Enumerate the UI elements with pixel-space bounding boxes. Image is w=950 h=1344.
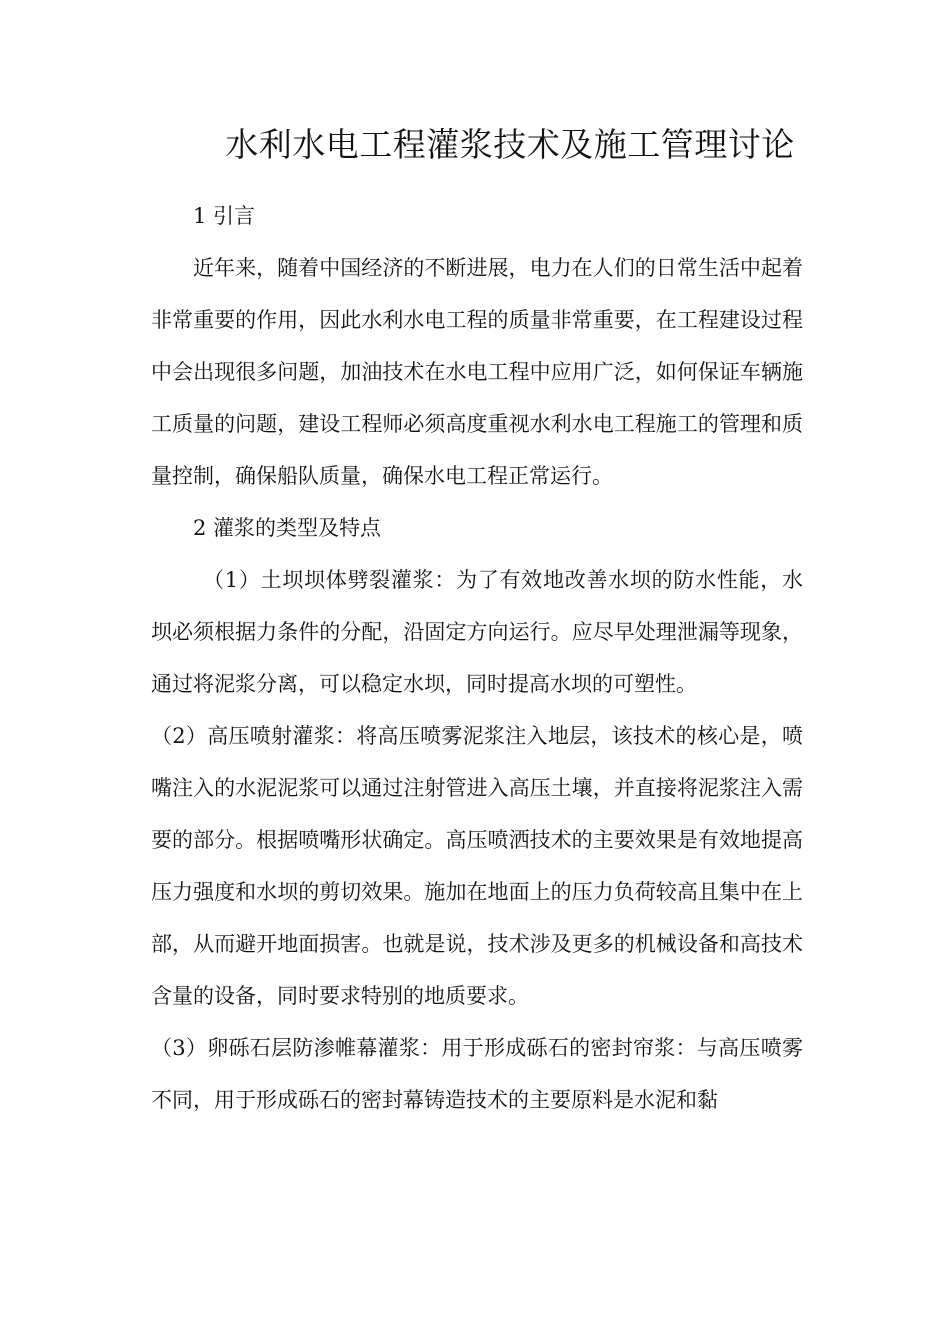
paragraph-earth-dam-grouting: （1）土坝坝体劈裂灌浆：为了有效地改善水坝的防水性能，水坝必须根据力条件的分配，沿固定方向运行。应尽早处理泄漏等现象，通过将泥浆分离，可以稳定水坝，同时提高水坝的可塑性。	[151, 568, 803, 696]
section-heading-grouting-types: 2 灌浆的类型及特点	[193, 516, 382, 540]
paragraph-gravel-curtain-grouting: （3）卵砾石层防渗帷幕灌浆：用于形成砾石的密封帘浆：与高压喷雾不同，用于形成砾石的密封幕铸造技术的主要原料是水泥和黏	[151, 1036, 803, 1112]
section-heading-introduction: 1 引言	[193, 204, 256, 228]
document-body	[151, 190, 803, 1126]
document-title: 水利水电工程灌浆技术及施工管理讨论	[225, 125, 795, 164]
paragraph-introduction: 近年来，随着中国经济的不断进展，电力在人们的日常生活中起着非常重要的作用，因此水利水电工程的质量非常重要，在工程建设过程中会出现很多问题，加油技术在水电工程中应用广泛，如何保证车辆施工质量的问题，建设工程师必须高度重视水利水电工程施工的管理和质量控制，确保船队质量，确保水电工程正常运行。	[151, 256, 803, 488]
paragraph-high-pressure-jet-grouting: （2）高压喷射灌浆：将高压喷雾泥浆注入地层，该技术的核心是，喷嘴注入的水泥泥浆可以通过注射管进入高压土壤，并直接将泥浆注入需要的部分。根据喷嘴形状确定。高压喷洒技术的主要效果是有效地提高压力强度和水坝的剪切效果。施加在地面上的压力负荷较高且集中在上部，从而避开地面损害。也就是说，技术涉及更多的机械设备和高技术含量的设备，同时要求特别的地质要求。	[151, 724, 803, 1008]
